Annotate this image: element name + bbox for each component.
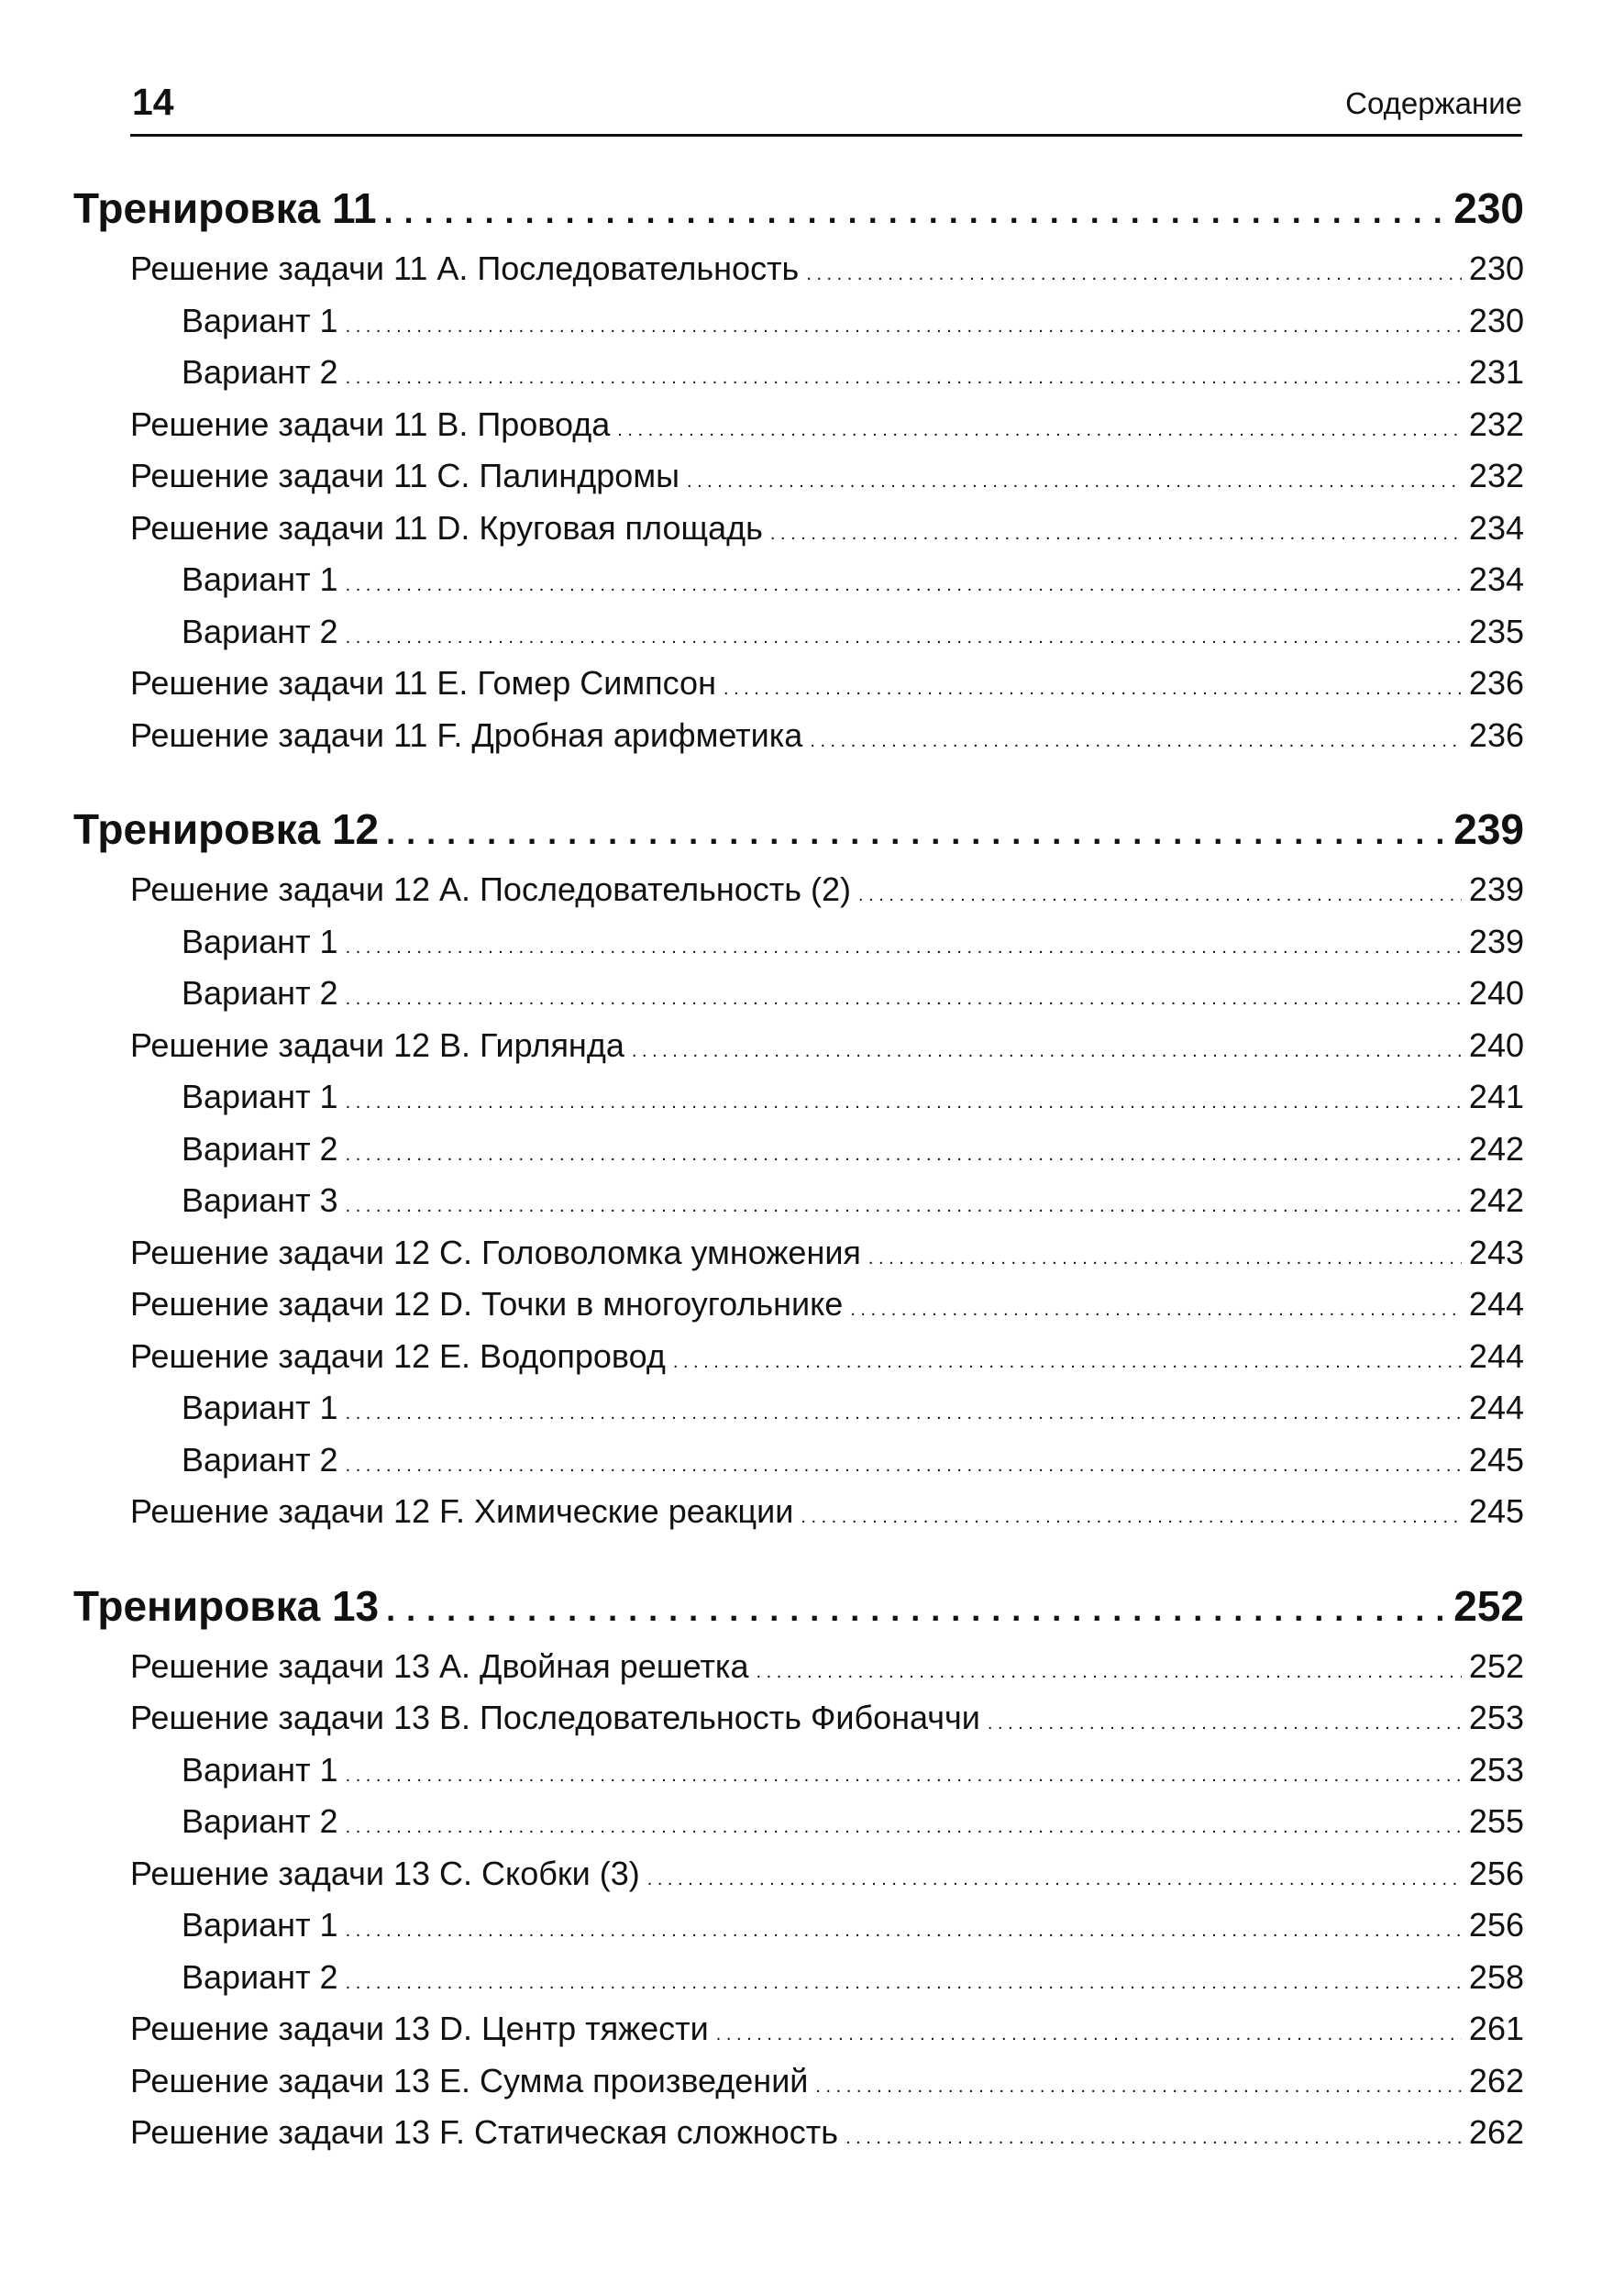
toc-entry-page: 239: [1468, 870, 1524, 908]
toc-entry-title: Решение задачи 12 A. Последовательность (2): [130, 870, 851, 908]
toc-subentry[interactable]: [73, 1389, 1524, 1441]
toc-entry-page: 256: [1468, 1906, 1524, 1944]
dot-leader: [346, 937, 1462, 958]
dot-leader: [770, 524, 1462, 545]
dot-leader: [346, 989, 1462, 1010]
toc-entry[interactable]: [73, 1026, 1524, 1079]
toc-section-heading[interactable]: [73, 804, 1524, 870]
toc-entry[interactable]: [73, 405, 1524, 458]
toc-entry[interactable]: [73, 1234, 1524, 1286]
toc-entry-page: 262: [1468, 2061, 1524, 2099]
toc-entry-title: Вариант 2: [182, 1129, 338, 1168]
toc-entry-title: Тренировка 13: [73, 1581, 380, 1630]
dot-leader: [346, 1921, 1462, 1942]
toc-entry-title: Вариант 2: [182, 1957, 338, 1996]
toc-entry-page: 232: [1468, 457, 1524, 494]
toc-entry[interactable]: [73, 1492, 1524, 1545]
toc-entry[interactable]: [73, 1699, 1524, 1751]
running-title: Содержание: [1345, 86, 1522, 120]
toc-entry-page: 261: [1468, 2010, 1524, 2047]
toc-section-heading[interactable]: [73, 1581, 1524, 1647]
dot-leader: [801, 1507, 1462, 1528]
toc-subentry[interactable]: [73, 1181, 1524, 1234]
dot-leader: [384, 193, 1447, 231]
toc-entry-page: 262: [1468, 2113, 1524, 2151]
toc-section: [73, 804, 1524, 1545]
toc-subentry[interactable]: [73, 613, 1524, 665]
toc-subentry[interactable]: [73, 1751, 1524, 1803]
toc-entry-title: Решение задачи 12 F. Химические реакции: [130, 1492, 794, 1530]
toc-entry-page: 242: [1468, 1181, 1524, 1219]
toc-entry-title: Тренировка 12: [73, 805, 380, 853]
toc-entry-title: Решение задачи 11 F. Дробная арифметика: [130, 715, 803, 754]
toc-entry-title: Вариант 2: [182, 1802, 338, 1840]
dot-leader: [346, 1817, 1462, 1838]
toc-entry[interactable]: [73, 1337, 1524, 1390]
toc-entry-page: 244: [1468, 1389, 1524, 1426]
toc-entry-title: Вариант 1: [182, 301, 338, 339]
toc-entry-title: Решение задачи 13 A. Двойная решетка: [130, 1646, 749, 1685]
toc-entry[interactable]: [73, 1285, 1524, 1337]
toc-entry-page: 231: [1468, 353, 1524, 391]
dot-leader: [346, 368, 1462, 389]
toc-entry-title: Решение задачи 12 C. Головоломка умножения: [130, 1233, 861, 1271]
toc-entry[interactable]: [73, 664, 1524, 716]
dot-leader: [815, 2077, 1462, 2098]
dot-leader: [346, 627, 1462, 648]
toc-entry-title: Решение задачи 11 B. Провода: [130, 404, 611, 443]
toc-entry[interactable]: [73, 1855, 1524, 1907]
dot-leader: [858, 885, 1462, 906]
toc-entry-title: Решение задачи 13 C. Скобки (3): [130, 1854, 640, 1892]
toc-entry-page: 252: [1453, 1581, 1524, 1630]
dot-leader: [632, 1041, 1462, 1062]
toc-entry[interactable]: [73, 2010, 1524, 2062]
toc-entry[interactable]: [73, 2062, 1524, 2114]
dot-leader: [386, 1590, 1446, 1629]
toc-entry-title: Решение задачи 13 F. Статическая сложность: [130, 2113, 839, 2151]
toc-entry-title: Решение задачи 12 B. Гирлянда: [130, 1025, 624, 1064]
dot-leader: [386, 814, 1446, 852]
toc-entry-page: 244: [1468, 1336, 1524, 1375]
dot-leader: [346, 575, 1462, 596]
toc-subentry[interactable]: [73, 1130, 1524, 1182]
toc-entry-page: 244: [1468, 1285, 1524, 1323]
toc-entry-title: Вариант 1: [182, 560, 338, 598]
toc-entry-page: 235: [1468, 612, 1524, 650]
toc-entry-page: 239: [1468, 922, 1524, 960]
toc-entry-page: 236: [1468, 715, 1524, 754]
toc-entry-title: Вариант 1: [182, 1906, 338, 1944]
toc-entry-page: 234: [1468, 560, 1524, 598]
toc-entry-page: 253: [1468, 1750, 1524, 1789]
toc-entry-page: 245: [1468, 1492, 1524, 1530]
toc-entry-page: 236: [1468, 664, 1524, 702]
dot-leader: [810, 731, 1462, 752]
dot-leader: [346, 1196, 1462, 1217]
dot-leader: [716, 2024, 1462, 2045]
toc-entry-title: Решение задачи 12 D. Точки в многоугольнике: [130, 1285, 844, 1323]
toc-subentry[interactable]: [73, 1958, 1524, 2011]
dot-leader: [617, 420, 1462, 441]
dot-leader: [346, 316, 1462, 338]
toc-entry-title: Вариант 1: [182, 1078, 338, 1115]
toc-entry-title: Вариант 1: [182, 922, 338, 960]
dot-leader: [673, 1352, 1462, 1373]
toc-entry-page: 241: [1468, 1078, 1524, 1115]
dot-leader: [346, 1145, 1462, 1166]
dot-leader: [346, 1456, 1462, 1477]
dot-leader: [346, 1403, 1462, 1424]
dot-leader: [988, 1713, 1462, 1734]
dot-leader: [868, 1248, 1462, 1269]
toc-entry-page: 245: [1468, 1440, 1524, 1479]
toc-entry-page: 230: [1468, 301, 1524, 339]
toc-entry-page: 234: [1468, 508, 1524, 547]
toc-entry-page: 243: [1468, 1233, 1524, 1271]
page-number: 14: [132, 81, 174, 123]
dot-leader: [757, 1662, 1462, 1683]
dot-leader: [845, 2128, 1462, 2149]
toc-entry-title: Решение задачи 11 A. Последовательность: [130, 249, 800, 287]
toc-section-heading[interactable]: [73, 183, 1524, 249]
toc-entry-page: 239: [1453, 805, 1524, 853]
toc-entry[interactable]: [73, 716, 1524, 769]
toc-subentry[interactable]: [73, 923, 1524, 975]
toc-entry-title: Вариант 1: [182, 1389, 338, 1426]
toc-entry-title: Вариант 2: [182, 974, 338, 1012]
page-header: [130, 81, 1522, 137]
toc-entry-title: Вариант 2: [182, 353, 338, 391]
toc-entry[interactable]: [73, 2113, 1524, 2166]
toc-subentry[interactable]: [73, 1078, 1524, 1130]
toc-entry-title: Решение задачи 13 D. Центр тяжести: [130, 2010, 709, 2047]
toc-entry[interactable]: [73, 1647, 1524, 1700]
dot-leader: [346, 1766, 1462, 1787]
dot-leader: [346, 1092, 1462, 1113]
toc-entry-title: Вариант 2: [182, 612, 338, 650]
toc-entry-title: Вариант 3: [182, 1181, 338, 1219]
toc-entry-page: 255: [1468, 1802, 1524, 1840]
toc-entry-title: Вариант 2: [182, 1440, 338, 1479]
toc-subentry[interactable]: [73, 1441, 1524, 1493]
toc-entry-title: Решение задачи 11 D. Круговая площадь: [130, 508, 763, 547]
toc-entry-title: Решение задачи 11 E. Гомер Симпсон: [130, 664, 716, 702]
toc-entry-page: 253: [1468, 1699, 1524, 1736]
toc-entry[interactable]: [73, 870, 1524, 923]
toc-entry-page: 256: [1468, 1854, 1524, 1892]
toc-entry[interactable]: [73, 249, 1524, 302]
toc-entry-page: 230: [1453, 184, 1524, 232]
toc-subentry[interactable]: [73, 302, 1524, 354]
toc-subentry[interactable]: [73, 353, 1524, 405]
dot-leader: [850, 1300, 1462, 1321]
toc-entry[interactable]: [73, 509, 1524, 561]
toc-entry-title: Тренировка 11: [73, 184, 377, 232]
toc-entry-page: 230: [1468, 249, 1524, 287]
dot-leader: [346, 1973, 1462, 1994]
toc-entry-page: 232: [1468, 404, 1524, 443]
toc-entry-page: 240: [1468, 1025, 1524, 1064]
dot-leader: [806, 264, 1462, 285]
toc-section: [73, 183, 1524, 768]
toc-entry-page: 242: [1468, 1129, 1524, 1168]
toc-entry-title: Решение задачи 11 C. Палиндромы: [130, 457, 679, 494]
dot-leader: [647, 1869, 1462, 1890]
toc-subentry[interactable]: [73, 560, 1524, 613]
toc-subentry[interactable]: [73, 974, 1524, 1026]
dot-leader: [687, 471, 1462, 493]
toc-entry-title: Решение задачи 12 E. Водопровод: [130, 1336, 666, 1375]
toc-entry-title: Решение задачи 13 B. Последовательность Фибоначчи: [130, 1699, 980, 1736]
toc-entry-title: Решение задачи 13 E. Сумма произведений: [130, 2061, 809, 2099]
toc-subentry[interactable]: [73, 1802, 1524, 1855]
table-of-contents: [73, 183, 1524, 2202]
toc-entry-page: 252: [1468, 1646, 1524, 1685]
toc-section: [73, 1581, 1524, 2166]
dot-leader: [724, 679, 1462, 700]
toc-subentry[interactable]: [73, 1906, 1524, 1958]
toc-entry-page: 258: [1468, 1957, 1524, 1996]
toc-entry-page: 240: [1468, 974, 1524, 1012]
toc-entry[interactable]: [73, 457, 1524, 509]
toc-entry-title: Вариант 1: [182, 1750, 338, 1789]
